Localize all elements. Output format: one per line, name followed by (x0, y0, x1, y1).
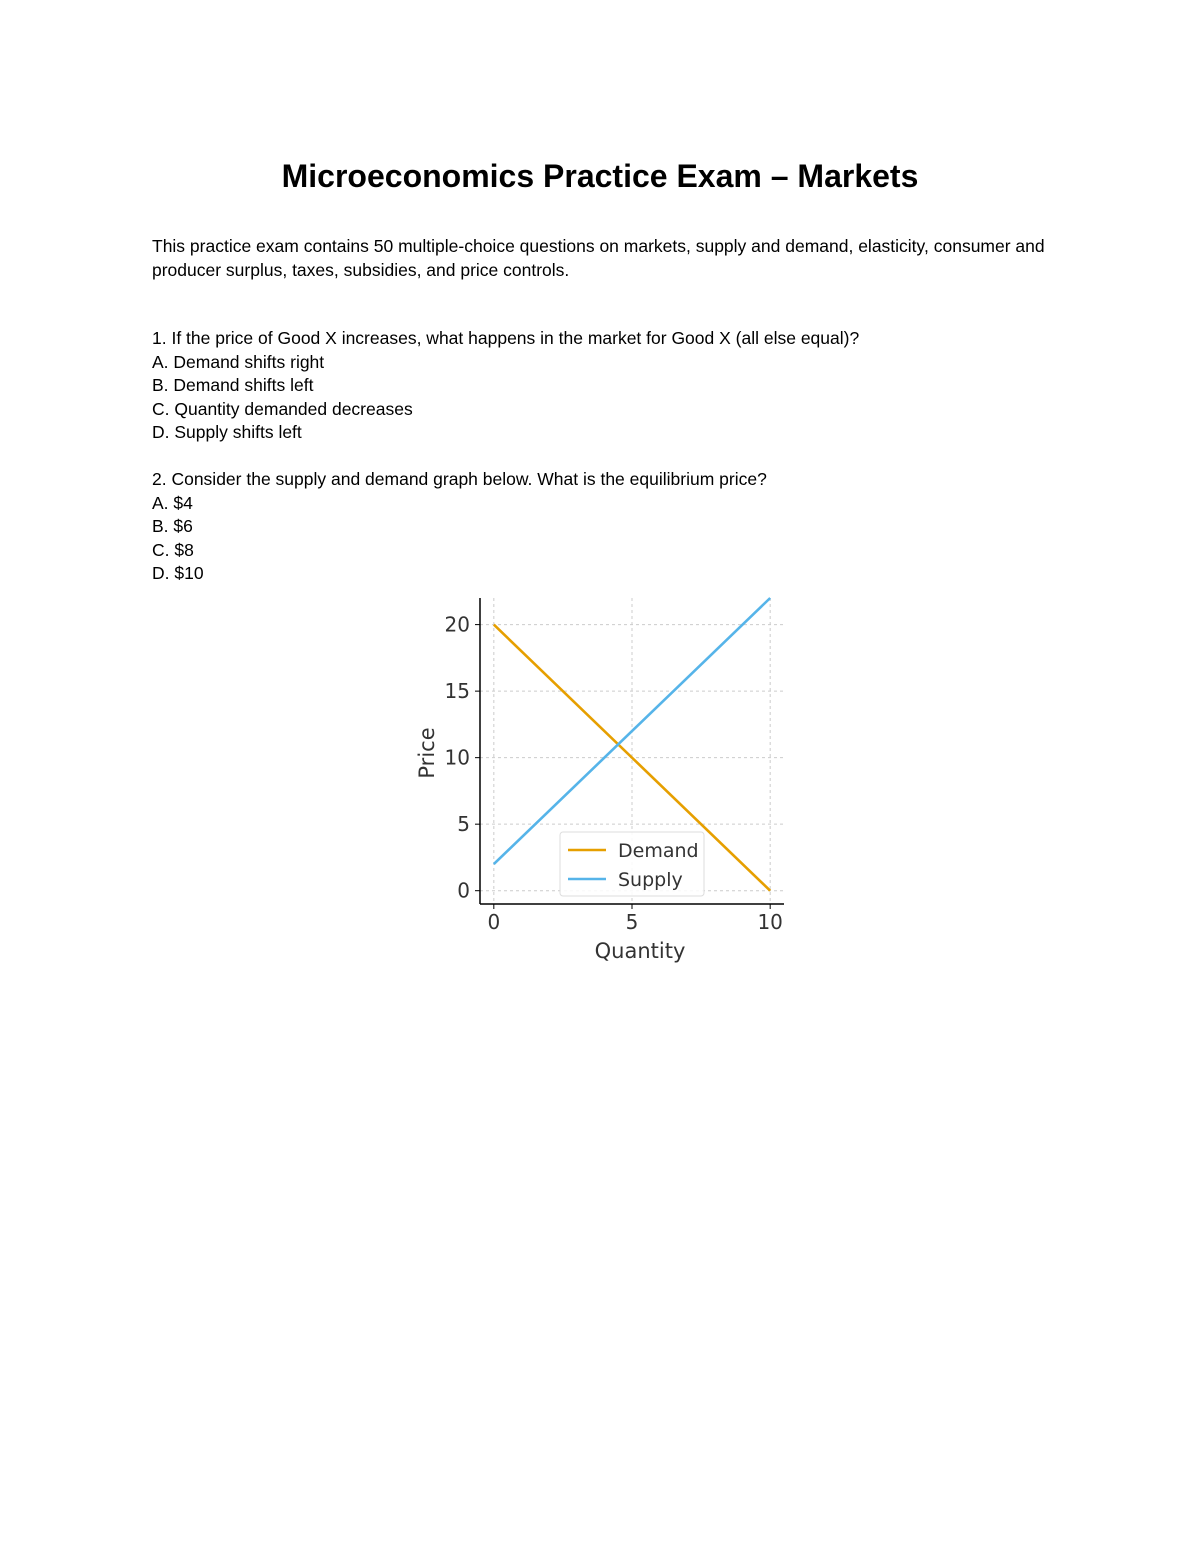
intro-paragraph: This practice exam contains 50 multiple-choice questions on markets, supply and demand, elasticity, consumer and producer surplus, taxes, subsidies, and price controls. (152, 236, 1045, 280)
y-tick-label: 5 (457, 812, 470, 837)
x-tick-label: 5 (625, 910, 639, 934)
y-tick-label: 15 (444, 679, 470, 704)
y-tick-label: 20 (444, 612, 470, 637)
y-tick-label: 0 (457, 878, 470, 903)
legend-label-supply: Supply (618, 869, 683, 891)
question-2-option-a: A. $4 (152, 492, 193, 513)
question-1-option-b: B. Demand shifts left (152, 375, 314, 395)
question-2-option-d: D. $10 (152, 563, 204, 583)
legend-label-demand: Demand (618, 840, 699, 862)
question-2 (152, 468, 1052, 586)
question-1-option-a: A. Demand shifts right (152, 351, 325, 372)
x-tick-label: 0 (487, 910, 501, 934)
question-1-stem: 1. If the price of Good X increases, what happens in the market for Good X (all else equal)? (152, 328, 860, 348)
question-1-option-c: C. Quantity demanded decreases (152, 398, 413, 419)
y-tick-label: 10 (444, 745, 470, 770)
y-axis-label: Price (415, 727, 439, 779)
chart-svg (410, 590, 800, 970)
question-1-option-d: D. Supply shifts left (152, 422, 302, 442)
x-tick-label: 10 (757, 910, 783, 934)
page-title: Microeconomics Practice Exam – Markets (281, 158, 919, 194)
question-1 (152, 327, 1052, 445)
supply-demand-chart (410, 590, 800, 970)
question-2-option-b: B. $6 (152, 516, 193, 536)
question-2-option-c: C. $8 (152, 539, 194, 560)
question-2-stem: 2. Consider the supply and demand graph below. What is the equilibrium price? (152, 469, 767, 489)
x-axis-label: Quantity (594, 939, 686, 963)
